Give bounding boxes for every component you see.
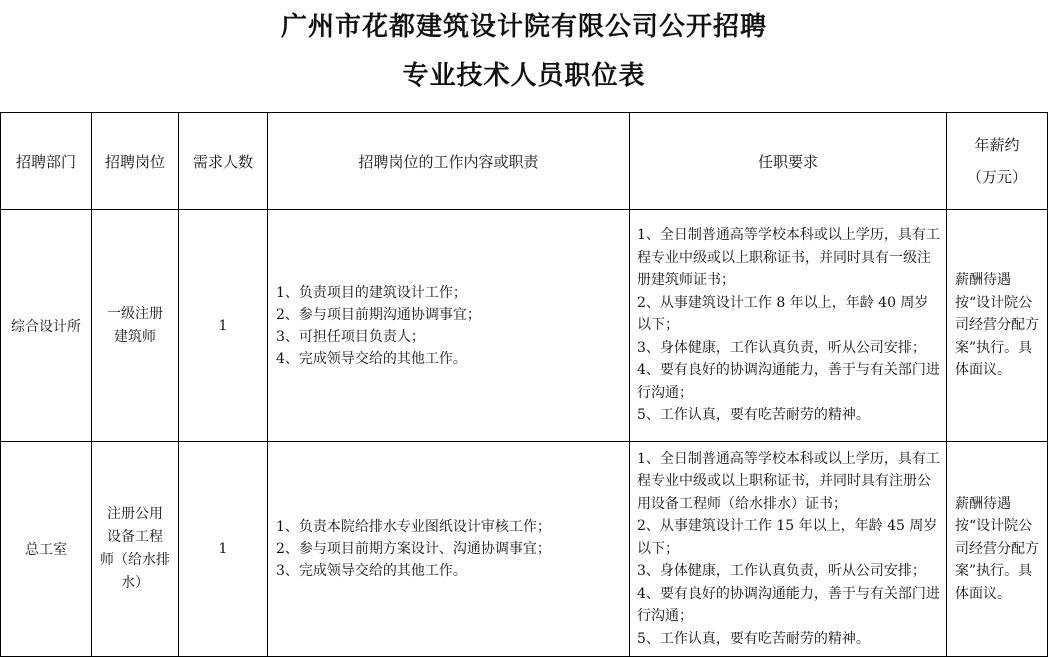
duty-item: 2、参与项目前期方案设计、沟通协调事宜； (276, 541, 551, 557)
salary-cell (947, 210, 1048, 442)
requirement-item: 3、身体健康，工作认真负责，听从公司安排； (637, 563, 926, 580)
header-salary-line1: 年薪约 (974, 136, 1020, 154)
dept-cell: 总工室 (1, 442, 92, 657)
duties-list (268, 282, 629, 370)
requirement-item: 3、身体健康，工作认真负责，听从公司安排； (637, 339, 926, 356)
requirements-cell (630, 442, 947, 657)
requirement-item: 2、从事建筑设计工作 15 年以上，年龄 45 周岁以下； (637, 518, 938, 557)
header-position: 招聘岗位 (92, 113, 179, 210)
requirement-item: 1、全日制普通高等学校本科或以上学历，具有工程专业中级或以上职称证书，并同时具有一级注册建筑师证书； (637, 227, 940, 289)
requirements-list (630, 448, 946, 651)
position-line: 一级注册 (107, 305, 163, 322)
duty-item: 3、可担任项目负责人； (276, 328, 425, 345)
position-cell (92, 442, 179, 657)
document-subtitle: 专业技术人员职位表 (402, 61, 646, 91)
header-salary-line2: （万元） (966, 168, 1027, 186)
duty-item: 4、完成领导交给的其他工作。 (276, 350, 467, 367)
position-line: 设备工程 (107, 529, 163, 545)
dept-cell: 综合设计所 (1, 210, 92, 442)
requirement-item: 5、工作认真，要有吃苦耐劳的精神。 (637, 407, 870, 424)
duties-cell (268, 210, 630, 442)
requirement-item: 4、要有良好的协调沟通能力，善于与有关部门进行沟通； (637, 585, 940, 625)
position-line: 注册公用 (107, 506, 163, 522)
position-line: 水） (121, 575, 149, 591)
duty-item: 2、参与项目前期沟通协调事宜； (276, 306, 481, 323)
header-count: 需求人数 (179, 113, 268, 210)
table-row (1, 210, 1048, 442)
document-title: 广州市花都建筑设计院有限公司公开招聘 (280, 12, 767, 42)
requirements-cell (630, 210, 947, 442)
duty-item: 1、负责本院给排水专业图纸设计审核工作； (276, 519, 551, 535)
requirement-item: 1、全日制普通高等学校本科或以上学历，具有工程专业中级或以上职称证书，并同时具有注册公用设备工程师（给水排水）证书； (637, 450, 940, 512)
requirements-list (630, 224, 946, 427)
table-row (1, 442, 1048, 657)
position-cell (92, 210, 179, 442)
duty-item: 3、完成领导交给的其他工作。 (276, 563, 467, 579)
position-line: 师（给水排 (100, 552, 170, 568)
position-text (100, 503, 170, 595)
count-cell: 1 (179, 210, 268, 442)
positions-table (0, 112, 1048, 657)
position-line: 建筑师 (114, 328, 156, 345)
duties-cell (268, 442, 630, 657)
duty-item: 1、负责项目的建筑设计工作； (276, 284, 467, 301)
salary-text: 薪酬待遇按“设计院公司经营分配方案”执行。具体面议。 (955, 495, 1039, 602)
header-duties: 招聘岗位的工作内容或职责 (268, 113, 630, 210)
header-requirements: 任职要求 (630, 113, 947, 210)
header-dept: 招聘部门 (1, 113, 92, 210)
duties-list (268, 516, 629, 582)
salary-text: 薪酬待遇按“设计院公司经营分配方案”执行。具体面议。 (955, 272, 1039, 379)
salary-cell (947, 442, 1048, 657)
position-text (100, 303, 170, 349)
count-cell: 1 (179, 442, 268, 657)
requirement-item: 4、要有良好的协调沟通能力，善于与有关部门进行沟通； (637, 362, 940, 401)
requirement-item: 5、工作认真，要有吃苦耐劳的精神。 (637, 630, 870, 647)
table-header-row (1, 113, 1048, 210)
header-salary (947, 113, 1048, 210)
requirement-item: 2、从事建筑设计工作 8 年以上，年龄 40 周岁以下； (637, 294, 929, 334)
